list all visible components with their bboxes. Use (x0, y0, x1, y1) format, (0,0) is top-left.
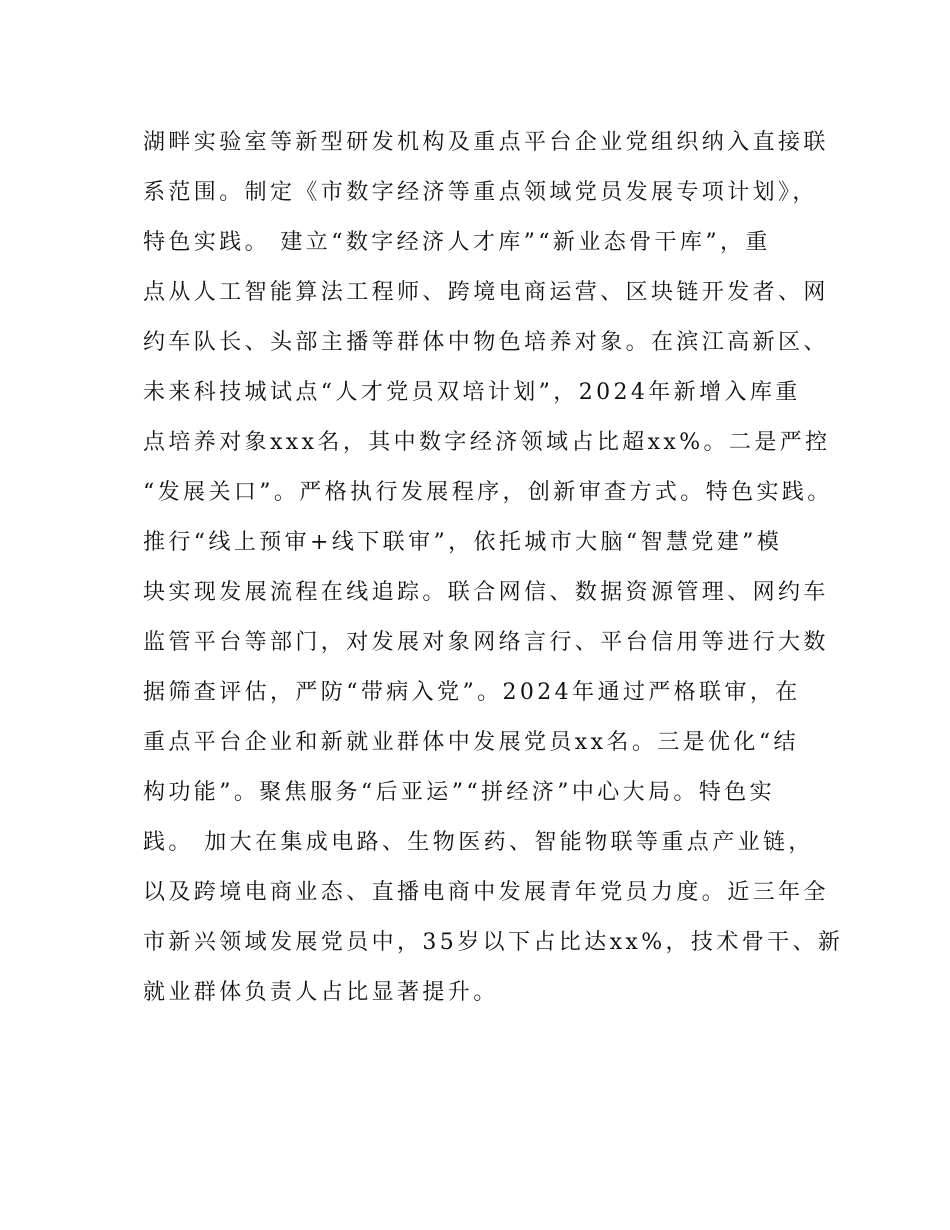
text-line: 据筛查评估，严防“带病入党”。2024年通过严格联审，在 (143, 680, 801, 705)
text-line: “发展关口”。严格执行发展程序，创新审查方式。特色实践。 (143, 480, 833, 505)
text-line: 市新兴领域发展党员中，35岁以下占比达xx%，技术骨干、新 (143, 930, 844, 955)
text-line: 湖畔实验室等新型研发机构及重点平台企业党组织纳入直接联 (143, 130, 829, 155)
text-line: 点培养对象xxx名，其中数字经济领域占比超xx%。二是严控 (143, 430, 831, 455)
text-line: 就业群体负责人占比显著提升。 (143, 980, 499, 1005)
text-line: 推行“线上预审+线下联审”，依托城市大脑“智慧党建”模 (143, 530, 783, 555)
text-line: 点从人工智能算法工程师、跨境电商运营、区块链开发者、网 (143, 280, 829, 305)
text-line: 践。 加大在集成电路、生物医药、智能物联等重点产业链， (143, 830, 814, 855)
text-line: 系范围。制定《市数字经济等重点领域党员发展专项计划》， (143, 180, 818, 205)
text-line: 监管平台等部门，对发展对象网络言行、平台信用等进行大数 (143, 630, 829, 655)
text-line: 未来科技城试点“人才党员双培计划”，2024年新增入库重 (143, 380, 801, 405)
text-line: 构功能”。聚焦服务“后亚运”“拼经济”中心大局。特色实 (143, 780, 776, 805)
text-line: 以及跨境电商业态、直播电商中发展青年党员力度。近三年全 (143, 880, 829, 905)
text-line: 约车队长、头部主播等群体中物色培养对象。在滨江高新区、 (143, 330, 829, 355)
text-line: 特色实践。 建立“数字经济人才库”“新业态骨干库”，重 (143, 230, 771, 255)
text-line: 重点平台企业和新就业群体中发展党员xx名。三是优化“结 (143, 730, 799, 755)
text-line: 块实现发展流程在线追踪。联合网信、数据资源管理、网约车 (143, 580, 829, 605)
